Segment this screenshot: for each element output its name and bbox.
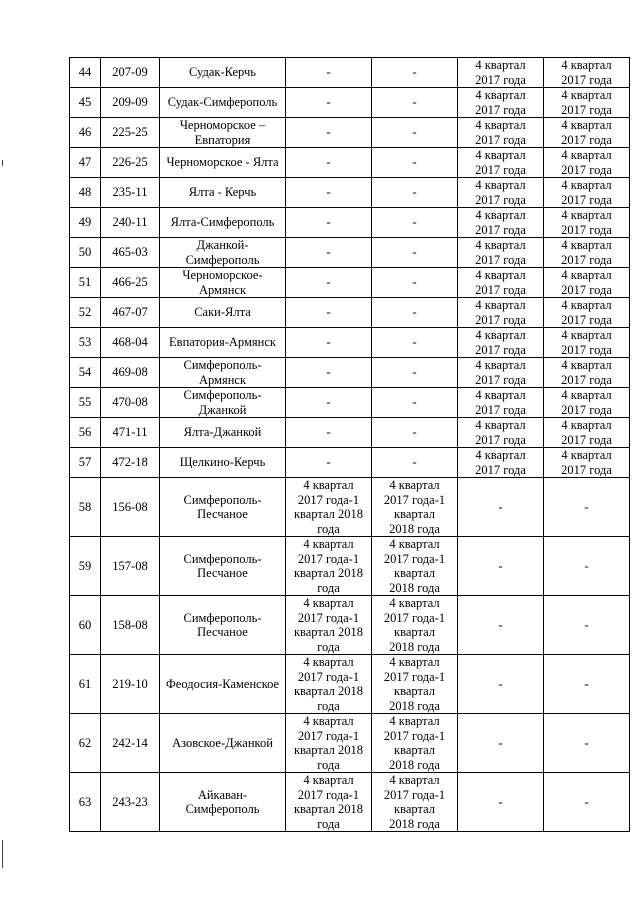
table-row [70,714,630,773]
period-col-1-cell: - [286,298,372,328]
route-name-cell: Айкаван- Симферополь [160,773,286,832]
route-code-cell: 209-09 [101,88,160,118]
row-number-cell: 60 [70,596,101,655]
period-col-1-cell: 4 квартал 2017 года-1 квартал 2018 года [286,714,372,773]
period-col-3-cell: - [458,655,544,714]
period-col-2-cell: - [372,328,458,358]
scan-margin-mark [2,160,3,166]
row-number-cell: 49 [70,208,101,238]
period-col-4-cell: - [544,714,630,773]
row-number-cell: 62 [70,714,101,773]
table-row [70,178,630,208]
row-number-cell: 56 [70,418,101,448]
period-col-2-cell: 4 квартал 2017 года-1 квартал 2018 года [372,714,458,773]
period-col-1-cell: - [286,178,372,208]
route-name-cell: Судак-Керчь [160,58,286,88]
table-row [70,88,630,118]
route-name-cell: Судак-Симферополь [160,88,286,118]
table-row [70,58,630,88]
period-col-1-cell: - [286,448,372,478]
period-col-4-cell: 4 квартал 2017 года [544,418,630,448]
period-col-3-cell: 4 квартал 2017 года [458,298,544,328]
period-col-3-cell: 4 квартал 2017 года [458,58,544,88]
period-col-4-cell: 4 квартал 2017 года [544,148,630,178]
route-code-cell: 219-10 [101,655,160,714]
period-col-4-cell: 4 квартал 2017 года [544,88,630,118]
period-col-4-cell: - [544,596,630,655]
period-col-1-cell: - [286,88,372,118]
period-col-2-cell: - [372,208,458,238]
row-number-cell: 45 [70,88,101,118]
route-code-cell: 158-08 [101,596,160,655]
period-col-3-cell: 4 квартал 2017 года [458,268,544,298]
routes-schedule-table [69,57,630,832]
route-name-cell: Щелкино-Керчь [160,448,286,478]
period-col-4-cell: 4 квартал 2017 года [544,208,630,238]
period-col-1-cell: 4 квартал 2017 года-1 квартал 2018 года [286,478,372,537]
route-name-cell: Азовское-Джанкой [160,714,286,773]
period-col-2-cell: - [372,298,458,328]
period-col-3-cell: 4 квартал 2017 года [458,388,544,418]
period-col-1-cell: - [286,268,372,298]
period-col-1-cell: - [286,358,372,388]
period-col-3-cell: 4 квартал 2017 года [458,148,544,178]
period-col-1-cell: - [286,208,372,238]
row-number-cell: 53 [70,328,101,358]
row-number-cell: 57 [70,448,101,478]
period-col-1-cell: - [286,388,372,418]
route-name-cell: Евпатория-Армянск [160,328,286,358]
row-number-cell: 61 [70,655,101,714]
period-col-2-cell: - [372,238,458,268]
row-number-cell: 55 [70,388,101,418]
period-col-2-cell: - [372,418,458,448]
period-col-3-cell: 4 квартал 2017 года [458,208,544,238]
table-row [70,448,630,478]
route-code-cell: 242-14 [101,714,160,773]
row-number-cell: 59 [70,537,101,596]
route-code-cell: 225-25 [101,118,160,148]
period-col-3-cell: - [458,596,544,655]
period-col-4-cell: 4 квартал 2017 года [544,178,630,208]
period-col-2-cell: 4 квартал 2017 года-1 квартал 2018 года [372,655,458,714]
period-col-1-cell: - [286,148,372,178]
table-row [70,773,630,832]
row-number-cell: 58 [70,478,101,537]
scan-margin-mark [2,840,3,868]
table-row [70,208,630,238]
period-col-3-cell: - [458,537,544,596]
route-name-cell: Симферополь- Песчаное [160,478,286,537]
row-number-cell: 63 [70,773,101,832]
route-code-cell: 469-08 [101,358,160,388]
table-row [70,118,630,148]
period-col-3-cell: 4 квартал 2017 года [458,418,544,448]
route-code-cell: 156-08 [101,478,160,537]
period-col-2-cell: - [372,118,458,148]
table-row [70,328,630,358]
row-number-cell: 44 [70,58,101,88]
period-col-1-cell: - [286,118,372,148]
row-number-cell: 54 [70,358,101,388]
period-col-2-cell: 4 квартал 2017 года-1 квартал 2018 года [372,773,458,832]
period-col-4-cell: - [544,655,630,714]
table-row [70,238,630,268]
period-col-4-cell: - [544,773,630,832]
route-code-cell: 465-03 [101,238,160,268]
period-col-3-cell: 4 квартал 2017 года [458,328,544,358]
route-code-cell: 157-08 [101,537,160,596]
period-col-2-cell: 4 квартал 2017 года-1 квартал 2018 года [372,478,458,537]
table-row [70,418,630,448]
route-name-cell: Симферополь- Армянск [160,358,286,388]
row-number-cell: 47 [70,148,101,178]
period-col-4-cell: 4 квартал 2017 года [544,388,630,418]
route-code-cell: 226-25 [101,148,160,178]
period-col-4-cell: 4 квартал 2017 года [544,328,630,358]
period-col-1-cell: 4 квартал 2017 года-1 квартал 2018 года [286,537,372,596]
route-code-cell: 470-08 [101,388,160,418]
period-col-3-cell: 4 квартал 2017 года [458,238,544,268]
table-row [70,298,630,328]
route-name-cell: Черноморское- Армянск [160,268,286,298]
table-row [70,537,630,596]
period-col-3-cell: 4 квартал 2017 года [458,448,544,478]
period-col-1-cell: 4 квартал 2017 года-1 квартал 2018 года [286,596,372,655]
period-col-4-cell: 4 квартал 2017 года [544,358,630,388]
route-name-cell: Симферополь- Песчаное [160,596,286,655]
row-number-cell: 52 [70,298,101,328]
period-col-4-cell: 4 квартал 2017 года [544,58,630,88]
period-col-1-cell: - [286,238,372,268]
period-col-4-cell: 4 квартал 2017 года [544,268,630,298]
route-code-cell: 243-23 [101,773,160,832]
row-number-cell: 46 [70,118,101,148]
period-col-4-cell: 4 квартал 2017 года [544,298,630,328]
period-col-1-cell: - [286,58,372,88]
table-row [70,388,630,418]
period-col-3-cell: 4 квартал 2017 года [458,178,544,208]
route-code-cell: 472-18 [101,448,160,478]
period-col-4-cell: - [544,478,630,537]
period-col-2-cell: - [372,88,458,118]
period-col-1-cell: 4 квартал 2017 года-1 квартал 2018 года [286,655,372,714]
route-name-cell: Черноморское – Евпатория [160,118,286,148]
row-number-cell: 51 [70,268,101,298]
route-name-cell: Симферополь- Песчаное [160,537,286,596]
period-col-3-cell: 4 квартал 2017 года [458,118,544,148]
period-col-1-cell: - [286,328,372,358]
route-code-cell: 467-07 [101,298,160,328]
route-name-cell: Черноморское - Ялта [160,148,286,178]
route-name-cell: Саки-Ялта [160,298,286,328]
period-col-3-cell: - [458,478,544,537]
period-col-3-cell: - [458,714,544,773]
table-row [70,268,630,298]
row-number-cell: 50 [70,238,101,268]
period-col-4-cell: 4 квартал 2017 года [544,448,630,478]
route-code-cell: 235-11 [101,178,160,208]
period-col-4-cell: 4 квартал 2017 года [544,118,630,148]
route-code-cell: 471-11 [101,418,160,448]
route-name-cell: Симферополь- Джанкой [160,388,286,418]
table-body [70,58,630,832]
period-col-1-cell: 4 квартал 2017 года-1 квартал 2018 года [286,773,372,832]
period-col-2-cell: - [372,58,458,88]
period-col-2-cell: 4 квартал 2017 года-1 квартал 2018 года [372,596,458,655]
table-row [70,655,630,714]
period-col-2-cell: - [372,148,458,178]
route-name-cell: Ялта-Симферополь [160,208,286,238]
route-name-cell: Джанкой- Симферополь [160,238,286,268]
period-col-2-cell: - [372,358,458,388]
period-col-2-cell: 4 квартал 2017 года-1 квартал 2018 года [372,537,458,596]
route-code-cell: 240-11 [101,208,160,238]
period-col-2-cell: - [372,388,458,418]
period-col-3-cell: 4 квартал 2017 года [458,358,544,388]
table-row [70,478,630,537]
period-col-3-cell: 4 квартал 2017 года [458,88,544,118]
period-col-3-cell: - [458,773,544,832]
period-col-4-cell: - [544,537,630,596]
row-number-cell: 48 [70,178,101,208]
route-code-cell: 468-04 [101,328,160,358]
period-col-2-cell: - [372,448,458,478]
route-code-cell: 466-25 [101,268,160,298]
table-row [70,148,630,178]
period-col-1-cell: - [286,418,372,448]
period-col-2-cell: - [372,178,458,208]
period-col-2-cell: - [372,268,458,298]
table-row [70,358,630,388]
route-name-cell: Феодосия-Каменское [160,655,286,714]
period-col-4-cell: 4 квартал 2017 года [544,238,630,268]
route-name-cell: Ялта - Керчь [160,178,286,208]
route-name-cell: Ялта-Джанкой [160,418,286,448]
table-row [70,596,630,655]
route-code-cell: 207-09 [101,58,160,88]
